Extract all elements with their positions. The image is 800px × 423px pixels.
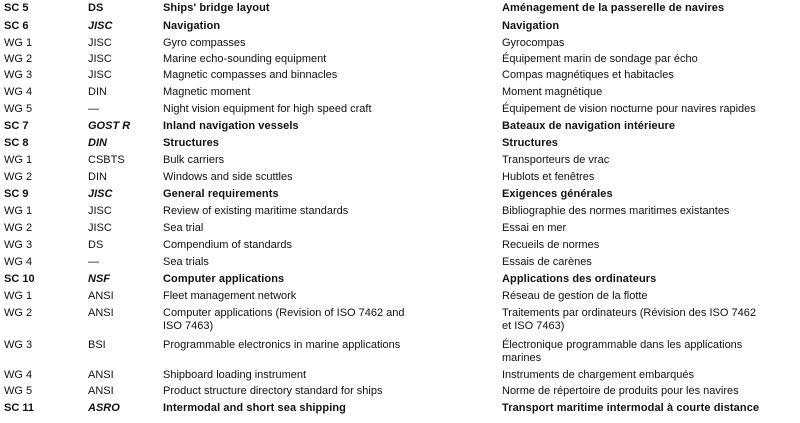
secretariat-body: ANSI	[88, 290, 114, 302]
title-english: Intermodal and short sea shipping	[163, 402, 346, 414]
secretariat-body: NSF	[88, 273, 110, 285]
title-french: Électronique programmable dans les applications marines	[502, 339, 743, 364]
title-french: Exigences générales	[502, 188, 613, 200]
title-french: Bibliographie des normes maritimes existantes	[502, 205, 730, 217]
title-english: Structures	[163, 137, 220, 149]
title-english: Product structure directory standard for ships	[163, 385, 383, 397]
title-french: Aménagement de la passerelle de navires	[502, 2, 725, 14]
committee-code: WG 5	[4, 385, 33, 397]
title-french: Essais de carènes	[502, 256, 592, 268]
committee-code: WG 2	[4, 307, 33, 319]
title-english: Sea trial	[163, 222, 204, 234]
title-english: Magnetic moment	[163, 86, 251, 98]
title-french: Transport maritime intermodal à courte distance	[502, 402, 760, 414]
title-french: Gyrocompas	[502, 37, 565, 49]
secretariat-body: ANSI	[88, 369, 114, 381]
committee-code: WG 3	[4, 239, 33, 251]
title-english: Ships' bridge layout	[163, 2, 270, 14]
secretariat-body: JISC	[88, 69, 112, 81]
committee-code: WG 1	[4, 290, 33, 302]
title-english: Sea trials	[163, 256, 209, 268]
secretariat-body: JISC	[88, 20, 113, 32]
title-english: Navigation	[163, 20, 221, 32]
secretariat-body: JISC	[88, 37, 112, 49]
secretariat-body: —	[88, 256, 99, 268]
committee-code: WG 3	[4, 339, 33, 351]
title-french: Norme de répertoire de produits pour les navires	[502, 385, 739, 397]
title-english: Windows and side scuttles	[163, 171, 293, 183]
title-english: Programmable electronics in marine applications	[163, 339, 401, 351]
title-french: Traitements par ordinateurs (Révision des ISO 7462 et ISO 7463)	[502, 307, 756, 332]
title-french: Applications des ordinateurs	[502, 273, 657, 285]
title-french: Transporteurs de vrac	[502, 154, 610, 166]
committee-code: WG 2	[4, 222, 33, 234]
title-french: Recueils de normes	[502, 239, 600, 251]
committee-code: WG 2	[4, 171, 33, 183]
title-english: Computer applications	[163, 273, 285, 285]
secretariat-body: CSBTS	[88, 154, 125, 166]
title-english: Bulk carriers	[163, 154, 225, 166]
secretariat-body: JISC	[88, 205, 112, 217]
title-french: Compas magnétiques et habitacles	[502, 69, 674, 81]
secretariat-body: GOST R	[88, 120, 131, 132]
committee-code: SC 6	[4, 20, 29, 32]
secretariat-body: DIN	[88, 86, 107, 98]
secretariat-body: DS	[88, 2, 104, 14]
committee-code: SC 11	[4, 402, 34, 414]
committee-code: WG 2	[4, 53, 33, 65]
committee-code: WG 1	[4, 37, 33, 49]
title-english: Shipboard loading instrument	[163, 369, 307, 381]
title-english: Review of existing maritime standards	[163, 205, 349, 217]
committee-code: WG 4	[4, 369, 33, 381]
title-english: Magnetic compasses and binnacles	[163, 69, 338, 81]
committee-code: WG 1	[4, 205, 33, 217]
secretariat-body: —	[88, 103, 99, 115]
committee-code: WG 1	[4, 154, 33, 166]
title-french: Équipement de vision nocturne pour navires rapides	[502, 103, 756, 115]
title-french: Instruments de chargement embarqués	[502, 369, 694, 381]
secretariat-body: DIN	[88, 171, 107, 183]
title-french: Bateaux de navigation intérieure	[502, 120, 676, 132]
committee-code: WG 4	[4, 86, 33, 98]
title-french: Structures	[502, 137, 559, 149]
secretariat-body: ANSI	[88, 307, 114, 319]
title-french: Navigation	[502, 20, 560, 32]
secretariat-body: ASRO	[88, 402, 120, 414]
title-french: Essai en mer	[502, 222, 567, 234]
title-english: Marine echo-sounding equipment	[163, 53, 327, 65]
title-english: Compendium of standards	[163, 239, 293, 251]
secretariat-body: ANSI	[88, 385, 114, 397]
title-english: Night vision equipment for high speed craft	[163, 103, 372, 115]
committee-code: SC 9	[4, 188, 29, 200]
title-french: Moment magnétique	[502, 86, 603, 98]
title-french: Équipement marin de sondage par écho	[502, 53, 698, 65]
title-english: Inland navigation vessels	[163, 120, 299, 132]
secretariat-body: DS	[88, 239, 104, 251]
committee-code: SC 5	[4, 2, 29, 14]
committee-code: WG 3	[4, 69, 33, 81]
secretariat-body: JISC	[88, 222, 112, 234]
committee-code: WG 5	[4, 103, 33, 115]
secretariat-body: JISC	[88, 188, 113, 200]
secretariat-body: BSI	[88, 339, 106, 351]
committee-code: SC 10	[4, 273, 35, 285]
secretariat-body: DIN	[88, 137, 107, 149]
committee-code: SC 8	[4, 137, 29, 149]
title-french: Réseau de gestion de la flotte	[502, 290, 648, 302]
title-english: Gyro compasses	[163, 37, 246, 49]
title-english: Fleet management network	[163, 290, 297, 302]
title-english: Computer applications (Revision of ISO 7462 and ISO 7463)	[163, 307, 405, 332]
committee-code: SC 7	[4, 120, 29, 132]
committee-code: WG 4	[4, 256, 33, 268]
title-english: General requirements	[163, 188, 279, 200]
title-french: Hublots et fenêtres	[502, 171, 595, 183]
secretariat-body: JISC	[88, 53, 112, 65]
